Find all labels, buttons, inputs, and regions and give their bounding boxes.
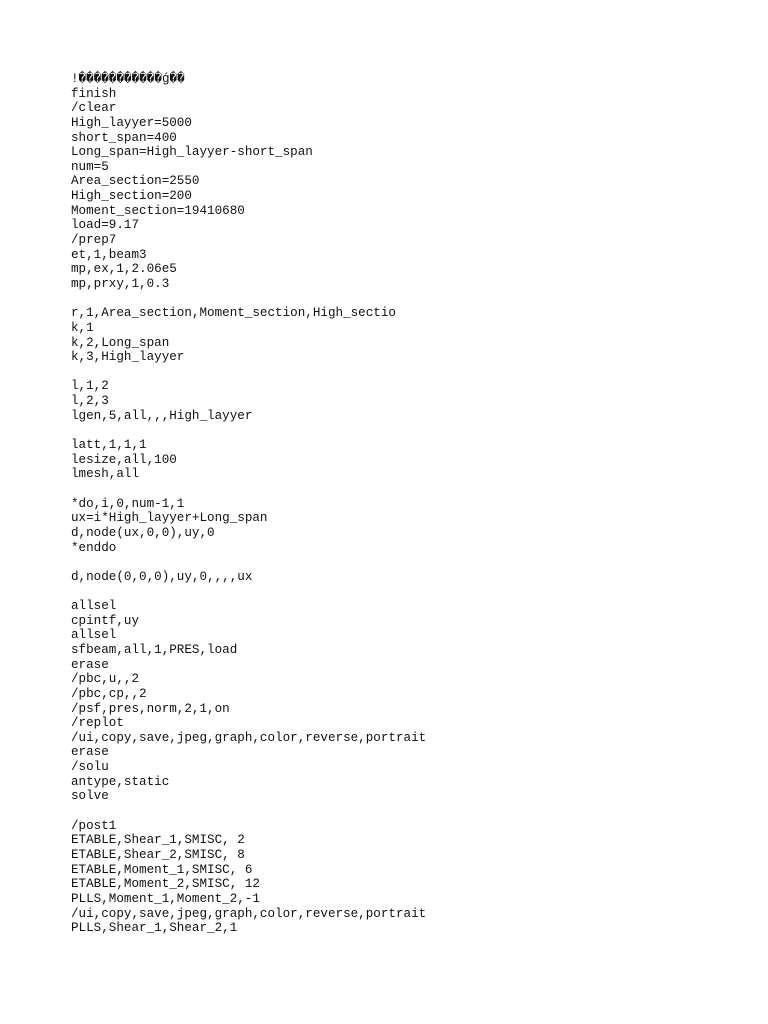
code-line [71, 365, 426, 380]
code-line: PLLS,Shear_1,Shear_2,1 [71, 921, 238, 936]
code-line: lesize,all,100 [71, 452, 177, 467]
code-line [71, 555, 426, 570]
code-line: ETABLE,Moment_1,SMISC, 6 [71, 862, 253, 877]
code-line: l,1,2 [71, 379, 109, 394]
code-line: ETABLE,Moment_2,SMISC, 12 [71, 877, 260, 892]
code-line: mp,prxy,1,0.3 [71, 276, 170, 291]
code-line: /pbc,cp,,2 [71, 686, 147, 701]
code-line: k,3,High_layyer [71, 350, 185, 365]
code-line: High_layyer=5000 [71, 115, 192, 130]
code-line [71, 584, 426, 599]
code-line: erase [71, 745, 109, 760]
code-line: /ui,copy,save,jpeg,graph,color,reverse,portrait [71, 730, 427, 745]
code-line: sfbeam,all,1,PRES,load [71, 642, 238, 657]
code-line: d,node(ux,0,0),uy,0 [71, 525, 215, 540]
code-line: num=5 [71, 159, 109, 174]
code-line: d,node(0,0,0),uy,0,,,,ux [71, 569, 253, 584]
code-line: *enddo [71, 540, 117, 555]
code-line: k,2,Long_span [71, 335, 170, 350]
code-line: ETABLE,Shear_1,SMISC, 2 [71, 833, 245, 848]
code-line: mp,ex,1,2.06e5 [71, 262, 177, 277]
code-line: ux=i*High_layyer+Long_span [71, 511, 268, 526]
code-line: cpintf,uy [71, 613, 140, 628]
code-line: lgen,5,all,,,High_layyer [71, 408, 253, 423]
code-line: erase [71, 657, 109, 672]
code-line: /ui,copy,save,jpeg,graph,color,reverse,portrait [71, 906, 427, 921]
code-line: lmesh,all [71, 467, 140, 482]
code-line: et,1,beam3 [71, 247, 147, 262]
code-line: r,1,Area_section,Moment_section,High_sectio [71, 306, 396, 321]
code-line: antype,static [71, 774, 170, 789]
code-line: latt,1,1,1 [71, 438, 147, 453]
code-line: /psf,pres,norm,2,1,on [71, 701, 230, 716]
code-line [71, 292, 426, 307]
code-line [71, 804, 426, 819]
code-line: Area_section=2550 [71, 174, 200, 189]
code-line: *do,i,0,num-1,1 [71, 496, 185, 511]
code-line: load=9.17 [71, 218, 140, 233]
code-line: High_section=200 [71, 189, 192, 204]
code-line: /replot [71, 716, 124, 731]
code-line [71, 423, 426, 438]
code-line: allsel [71, 599, 117, 614]
code-line: ETABLE,Shear_2,SMISC, 8 [71, 847, 245, 862]
code-line: Long_span=High_layyer-short_span [71, 145, 313, 160]
code-line: k,1 [71, 320, 94, 335]
code-line: l,2,3 [71, 394, 109, 409]
code-line: finish [71, 86, 117, 101]
code-listing [71, 72, 426, 936]
code-line: /solu [71, 760, 109, 775]
code-line: solve [71, 789, 109, 804]
code-line: /clear [71, 101, 117, 116]
code-line: !�����������ǵ�� [71, 72, 185, 86]
code-line: short_span=400 [71, 130, 177, 145]
code-line: /post1 [71, 818, 117, 833]
code-line: /pbc,u,,2 [71, 672, 140, 687]
code-line [71, 482, 426, 497]
code-line: /prep7 [71, 233, 117, 248]
code-line: PLLS,Moment_1,Moment_2,-1 [71, 891, 260, 906]
code-line: allsel [71, 628, 117, 643]
code-line: Moment_section=19410680 [71, 203, 245, 218]
